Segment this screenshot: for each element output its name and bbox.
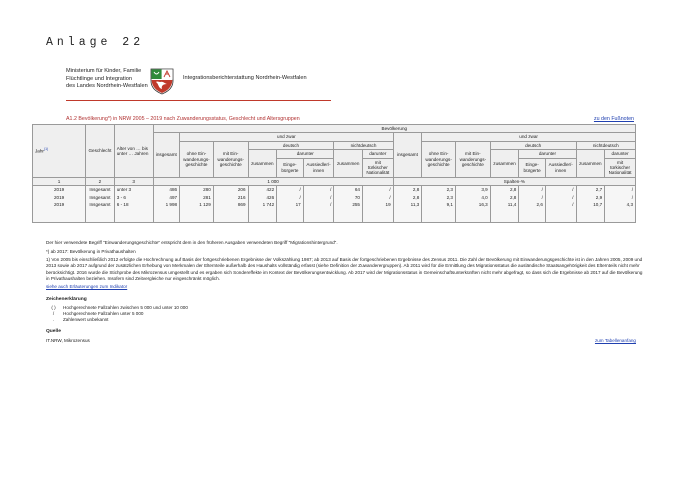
- tuerkisch-header: mit türkischer Nationalität: [362, 158, 393, 177]
- cell-alter: 6 - 18: [114, 201, 153, 208]
- empty-cell: [180, 208, 214, 222]
- legend-symbol: .: [52, 317, 55, 323]
- und-zwar-header: und zwar: [422, 133, 636, 141]
- cell-alter: 3 - 6: [114, 194, 153, 201]
- darunter-header: darunter: [277, 150, 334, 158]
- legend-text: Hochgerechnete Fallzahlen zwischen 5 000 und unter 10 000: [63, 304, 188, 310]
- empty-cell: [576, 208, 605, 222]
- cell-alter: unter 3: [114, 186, 153, 194]
- cell-value: /: [303, 201, 334, 208]
- cell-percent: 2,3: [422, 194, 456, 201]
- cell-value: /: [303, 186, 334, 194]
- cell-geschlecht: Insgesamt: [86, 186, 115, 194]
- private-households-note: *) ab 2017: Bevölkerung in Privathaushalten: [46, 248, 136, 254]
- cell-percent: 2,8: [393, 186, 422, 194]
- legend-text: Hochgerechnete Fallzahlen unter 5 000: [63, 311, 144, 316]
- table-row: [33, 201, 636, 208]
- ohne-header: ohne Ein-wanderungs-geschichte: [180, 141, 214, 177]
- cell-value: 1 129: [180, 201, 214, 208]
- footnote-1: 1) Von 2005 bis einschließlich 2012 erfolgte die Hochrechnung auf Basis der fortgeschriebenen Ergebnisse der Volkszählung 1987; ab 2013 auf Basis der fortgeschriebenen Ergebnisse des Zensus 2011. Die Zahl der Bevölkerung mit Einwanderungsgeschichte ist in den Jahren 2005, 2009 und 2013 sowie ab 2017 aufgrund der zusätzlichen Erhebung von Merkmalen der Elternteile außerhalb des Haushalts vollständig erfasst (siehe Definition der Zuwanderergruppen). Ab 2011 wird für die Ermittlung des Migrationsstatus die ausländische Staatsangehörigkeit des Elternteils nicht mehr berücksichtigt. 2016 wurde die Stichprobe des Mikrozensus umgestellt und es ergaben sich Sondereffekte im Kontext der Bevölkerungsentwicklung. Ab 2017 wird der Migrationsstatus in Gemeinschaftsunterkünften nicht mehr abgefragt, so dass sich die Ergebnisse ab 2017 auf die Bevölkerung in Privathaushalten beziehen. Insofern sind Zeitvergleiche nur eingeschränkt möglich.: [46, 257, 643, 281]
- cell-value: 497: [153, 194, 180, 201]
- col-jahr-header: Jahr$^{(1)}$: [33, 125, 86, 178]
- back-to-top-link[interactable]: zum Tabellenanfang: [594, 337, 636, 343]
- migration-term-note: Der hier verwendete Begriff "Einwanderungsgeschichte" entspricht dem in den früheren Ausgaben verwendeten Begriff "Migrationshintergrund".: [46, 240, 338, 245]
- col-geschlecht-header: Geschlecht: [86, 125, 115, 178]
- legend-symbol: ( ): [51, 304, 56, 310]
- darunter-header: darunter: [362, 150, 393, 158]
- cell-value: /: [277, 194, 304, 201]
- cell-value: 281: [180, 194, 214, 201]
- cell-percent: 4,0: [455, 194, 490, 201]
- cell-percent: /: [545, 186, 576, 194]
- nrw-crest-icon: [149, 67, 175, 95]
- empty-cell: [605, 208, 636, 222]
- empty-cell: [33, 208, 86, 222]
- table-filler-row: [33, 208, 636, 222]
- cell-percent: /: [519, 194, 546, 201]
- cell-value: 869: [213, 201, 248, 208]
- legend-list: [46, 305, 646, 324]
- cell-value: 19: [362, 201, 393, 208]
- empty-cell: [86, 208, 115, 222]
- cell-percent: /: [605, 186, 636, 194]
- table-title: A1.2 Bevölkerung*) in NRW 2005 – 2019 nach Zuwanderungsstatus, Geschlecht und Altersgruppen: [66, 116, 300, 122]
- mit-header: mit Ein-wanderungs-geschichte: [213, 141, 248, 177]
- table-row: [33, 194, 636, 201]
- source-text: IT.NRW, Mikrozensus: [46, 337, 90, 343]
- empty-cell: [422, 208, 456, 222]
- darunter-header: darunter: [605, 150, 636, 158]
- cell-percent: 3,9: [455, 186, 490, 194]
- unit-absolute: 1 000: [153, 177, 393, 185]
- footnotes-link[interactable]: zu den Fußnoten: [593, 116, 634, 122]
- darunter-header: darunter: [519, 150, 576, 158]
- cell-percent: 2,7: [576, 186, 605, 194]
- ministry-line: des Landes Nordrhein-Westfalen: [66, 83, 148, 90]
- cell-value: /: [277, 186, 304, 194]
- cell-value: 206: [213, 186, 248, 194]
- bevoelkerung-header: Bevölkerung: [153, 125, 635, 133]
- annex-heading: Anlage 22: [46, 36, 145, 49]
- cell-percent: 2,8: [393, 194, 422, 201]
- cell-percent: 2,9: [576, 194, 605, 201]
- cell-jahr: 2019: [33, 186, 86, 194]
- empty-cell: [153, 208, 180, 222]
- deutsch-header: deutsch: [490, 141, 576, 149]
- source-heading: Quelle: [46, 329, 61, 335]
- header-divider: [66, 100, 331, 101]
- indicator-explanation-link[interactable]: siehe auch Erläuterungen zum Indikator: [46, 284, 128, 290]
- eingebuergerte-header: Einge-bürgerte: [519, 158, 546, 177]
- cell-value: 17: [277, 201, 304, 208]
- cell-geschlecht: Insgesamt: [86, 194, 115, 201]
- column-index: 2: [86, 177, 115, 185]
- und-zwar-header: und zwar: [180, 133, 394, 141]
- notes-section: [46, 240, 646, 344]
- cell-value: 1 998: [153, 201, 180, 208]
- empty-cell: [519, 208, 546, 222]
- nichtdeutsch-header: nichtdeutsch: [334, 141, 393, 149]
- ohne-header: ohne Ein-wanderungs-geschichte: [422, 141, 456, 177]
- cell-value: 426: [248, 194, 277, 201]
- cell-value: /: [362, 186, 393, 194]
- cell-percent: 4,3: [605, 201, 636, 208]
- ministry-line: Flüchtlinge und Integration: [66, 75, 132, 82]
- unit-percent: Spalten-%: [393, 177, 635, 185]
- cell-jahr: 2019: [33, 201, 86, 208]
- deutsch-header: deutsch: [248, 141, 334, 149]
- insgesamt-header: insgesamt: [393, 133, 422, 177]
- cell-value: 70: [334, 194, 363, 201]
- cell-percent: /: [545, 201, 576, 208]
- cell-value: 216: [213, 194, 248, 201]
- cell-value: /: [362, 194, 393, 201]
- legend-symbol: /: [52, 311, 55, 316]
- legend-item: [49, 317, 646, 323]
- report-series-title: Integrationsberichterstattung Nordrhein-Westfalen: [183, 75, 307, 81]
- cell-value: 64: [334, 186, 363, 194]
- column-index: 1: [33, 177, 86, 185]
- cell-value: 280: [180, 186, 214, 194]
- cell-percent: 9,1: [422, 201, 456, 208]
- empty-cell: [490, 208, 519, 222]
- empty-cell: [393, 208, 422, 222]
- cell-percent: /: [519, 186, 546, 194]
- table-row: [33, 186, 636, 194]
- cell-percent: 2,6: [519, 201, 546, 208]
- empty-cell: [455, 208, 490, 222]
- cell-jahr: 2019: [33, 194, 86, 201]
- zusammen-header: zusammen: [576, 150, 605, 178]
- cell-value: 486: [153, 186, 180, 194]
- column-index-row: [33, 177, 636, 185]
- cell-percent: 16,3: [455, 201, 490, 208]
- cell-value: 422: [248, 186, 277, 194]
- insgesamt-header: insgesamt: [153, 133, 180, 177]
- cell-geschlecht: Insgesamt: [86, 201, 115, 208]
- mit-header: mit Ein-wanderungs-geschichte: [455, 141, 490, 177]
- empty-cell: [277, 208, 304, 222]
- aussiedler-header: Aussiedler/-innen: [303, 158, 334, 177]
- source-row: [46, 338, 636, 344]
- cell-value: 255: [334, 201, 363, 208]
- cell-value: 1 742: [248, 201, 277, 208]
- cell-percent: 2,8: [490, 186, 519, 194]
- tuerkisch-header: mit türkischer Nationalität: [605, 158, 636, 177]
- col-alter-header: Alter von … bis unter … Jahren: [114, 125, 153, 178]
- cell-percent: 10,7: [576, 201, 605, 208]
- cell-percent: /: [545, 194, 576, 201]
- empty-cell: [303, 208, 334, 222]
- cell-value: /: [303, 194, 334, 201]
- empty-cell: [114, 208, 153, 222]
- nichtdeutsch-header: nichtdeutsch: [576, 141, 635, 149]
- empty-cell: [334, 208, 363, 222]
- cell-percent: 2,3: [422, 186, 456, 194]
- empty-cell: [545, 208, 576, 222]
- legend-heading: Zeichenerklärung: [46, 296, 87, 302]
- zusammen-header: zusammen: [248, 150, 277, 178]
- aussiedler-header: Aussiedler/-innen: [545, 158, 576, 177]
- legend-text: Zahlenwert unbekannt: [63, 317, 109, 323]
- column-index: 3: [114, 177, 153, 185]
- eingebuergerte-header: Einge-bürgerte: [277, 158, 304, 177]
- empty-cell: [362, 208, 393, 222]
- cell-percent: 11,3: [393, 201, 422, 208]
- cell-percent: 11,4: [490, 201, 519, 208]
- zusammen-header: zusammen: [334, 150, 363, 178]
- ministry-line: Ministerium für Kinder, Familie: [66, 68, 142, 74]
- empty-cell: [248, 208, 277, 222]
- empty-cell: [213, 208, 248, 222]
- cell-percent: 2,8: [490, 194, 519, 201]
- zusammen-header: zusammen: [490, 150, 519, 178]
- cell-percent: /: [605, 194, 636, 201]
- ministry-name: [66, 68, 148, 91]
- population-table: [32, 124, 636, 223]
